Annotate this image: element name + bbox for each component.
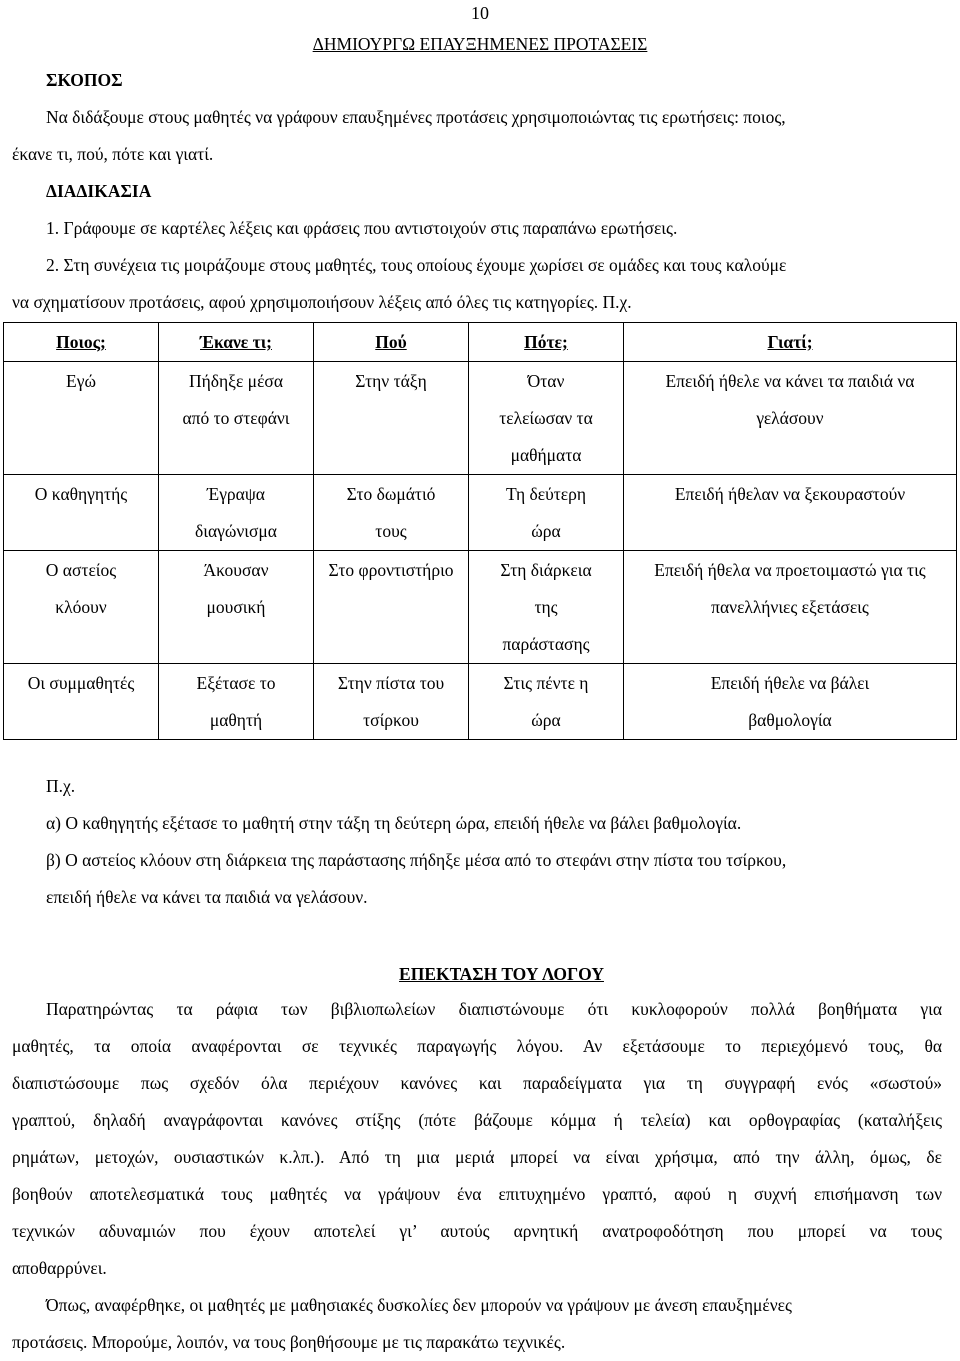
extension-paragraph-line: γραπτού, δηλαδή αναγράφονται κανόνες στίξης (πότε βάζουμε κόμμα ή τελεία) και ορθογραφίας (καταλήξεις: [12, 1110, 942, 1130]
extension-paragraph-line: τεχνικών αδυναμιών που έχουν αποτελεί γι’ αυτούς αρνητική ανατροφοδότηση που μπορεί να τους: [12, 1221, 942, 1241]
table-cell: Επειδή ήθελαν να ξεκουραστούν: [624, 475, 957, 551]
procedure-heading: ΔΙΑΔΙΚΑΣΙΑ: [46, 181, 152, 201]
extension-paragraph-line: Παρατηρώντας τα ράφια των βιβλιοπωλείων διαπιστώνουμε ότι κυκλοφορούν πολλά βοηθήματα για: [46, 999, 942, 1019]
table-cell: Ο καθηγητής: [4, 475, 159, 551]
example-b-line-1: β) Ο αστείος κλόουν στη διάρκεια της παράστασης πήδηξε μέσα από το στεφάνι στην πίστα του τσίρκου,: [46, 850, 787, 870]
table-cell: Άκουσαν μουσική: [159, 551, 314, 664]
goal-heading: ΣΚΟΠΟΣ: [46, 70, 123, 90]
extension-title: ΕΠΕΚΤΑΣΗ ΤΟΥ ΛΟΓΟΥ: [399, 964, 604, 984]
table-row: [4, 362, 957, 475]
table-cell: Επειδή ήθελε να βάλει βαθμολογία: [624, 664, 957, 740]
document-title: ΔΗΜΙΟΥΡΓΩ ΕΠΑΥΞΗΜΕΝΕΣ ΠΡΟΤΑΣΕΙΣ: [312, 34, 648, 54]
header-did-what: Έκανε τι;: [159, 323, 314, 362]
example-label: Π.χ.: [46, 776, 76, 796]
table-cell: Έγραψα διαγώνισμα: [159, 475, 314, 551]
example-a: α) Ο καθηγητής εξέτασε το μαθητή στην τάξη τη δεύτερη ώρα, επειδή ήθελε να βάλει βαθμολογία.: [46, 813, 742, 833]
extension-paragraph-last-line: αποθαρρύνει.: [12, 1258, 107, 1278]
procedure-step-1: 1. Γράφουμε σε καρτέλες λέξεις και φράσεις που αντιστοιχούν στις παραπάνω ερωτήσεις.: [46, 218, 678, 238]
table-row: [4, 475, 957, 551]
goal-text-line-1: Να διδάξουμε στους μαθητές να γράφουν επαυξημένες προτάσεις χρησιμοποιώντας τις ερωτήσεις: ποιος,: [46, 107, 786, 127]
word-categories-table: [3, 322, 957, 740]
table-cell: Στην τάξη: [314, 362, 469, 475]
goal-text-line-2: έκανε τι, πού, πότε και γιατί.: [12, 144, 214, 164]
header-when: Πότε;: [469, 323, 624, 362]
extension-paragraph-line: διαπιστώσουμε πως σχεδόν όλα περιέχουν κανόνες και παραδείγματα για τη συγγραφή ενός «σωστού»: [12, 1073, 942, 1093]
table-cell: Ο αστείος κλόουν: [4, 551, 159, 664]
table-header-row: [4, 323, 957, 362]
table-cell: Εξέτασε το μαθητή: [159, 664, 314, 740]
table-cell: Επειδή ήθελε να κάνει τα παιδιά να γελάσουν: [624, 362, 957, 475]
procedure-step-2-line-2: να σχηματίσουν προτάσεις, αφού χρησιμοποιήσουν λέξεις από όλες τις κατηγορίες. Π.χ.: [12, 292, 632, 312]
table-cell: Στην πίστα του τσίρκου: [314, 664, 469, 740]
table-row: [4, 664, 957, 740]
table-row: [4, 551, 957, 664]
table-cell: Όταν τελείωσαν τα μαθήματα: [469, 362, 624, 475]
extension-paragraph-2-line-1: Όπως, αναφέρθηκε, οι μαθητές με μαθησιακές δυσκολίες δεν μπορούν να γράψουν με άνεση επαυξημένες: [46, 1295, 792, 1315]
table-cell: Εγώ: [4, 362, 159, 475]
table-cell: Στη διάρκεια της παράστασης: [469, 551, 624, 664]
procedure-step-2-line-1: 2. Στη συνέχεια τις μοιράζουμε στους μαθητές, τους οποίους έχουμε χωρίσει σε ομάδες και τους καλούμε: [46, 255, 787, 275]
table-cell: Επειδή ήθελα να προετοιμαστώ για τις πανελλήνιες εξετάσεις: [624, 551, 957, 664]
page-number: 10: [471, 3, 489, 23]
table-cell: Στο δωμάτιό τους: [314, 475, 469, 551]
extension-paragraph-line: βοηθούν αποτελεσματικά τους μαθητές να γράψουν ένα επιτυχημένο γραπτό, αφού η συχνή επισήμανση των: [12, 1184, 942, 1204]
table-cell: Πήδηξε μέσα από το στεφάνι: [159, 362, 314, 475]
header-who: Ποιος;: [4, 323, 159, 362]
header-why: Γιατί;: [624, 323, 957, 362]
extension-paragraph-line: ρημάτων, μετοχών, ουσιαστικών κ.λπ.). Από τη μια μεριά μπορεί να είναι χρήσιμα, από την άλλη, όμως, δε: [12, 1147, 942, 1167]
extension-paragraph-2-line-2: προτάσεις. Μπορούμε, λοιπόν, να τους βοηθήσουμε με τις παρακάτω τεχνικές.: [12, 1332, 566, 1352]
table-cell: Οι συμμαθητές: [4, 664, 159, 740]
table-cell: Στο φροντιστήριο: [314, 551, 469, 664]
extension-paragraph-line: μαθητές, τα οποία αναφέρονται σε τεχνικές παραγωγής λόγου. Αν εξετάσουμε το περιεχόμενό τους, θα: [12, 1036, 942, 1056]
header-where: Πού: [314, 323, 469, 362]
table-cell: Στις πέντε η ώρα: [469, 664, 624, 740]
table-cell: Τη δεύτερη ώρα: [469, 475, 624, 551]
example-b-line-2: επειδή ήθελε να κάνει τα παιδιά να γελάσουν.: [46, 887, 368, 907]
